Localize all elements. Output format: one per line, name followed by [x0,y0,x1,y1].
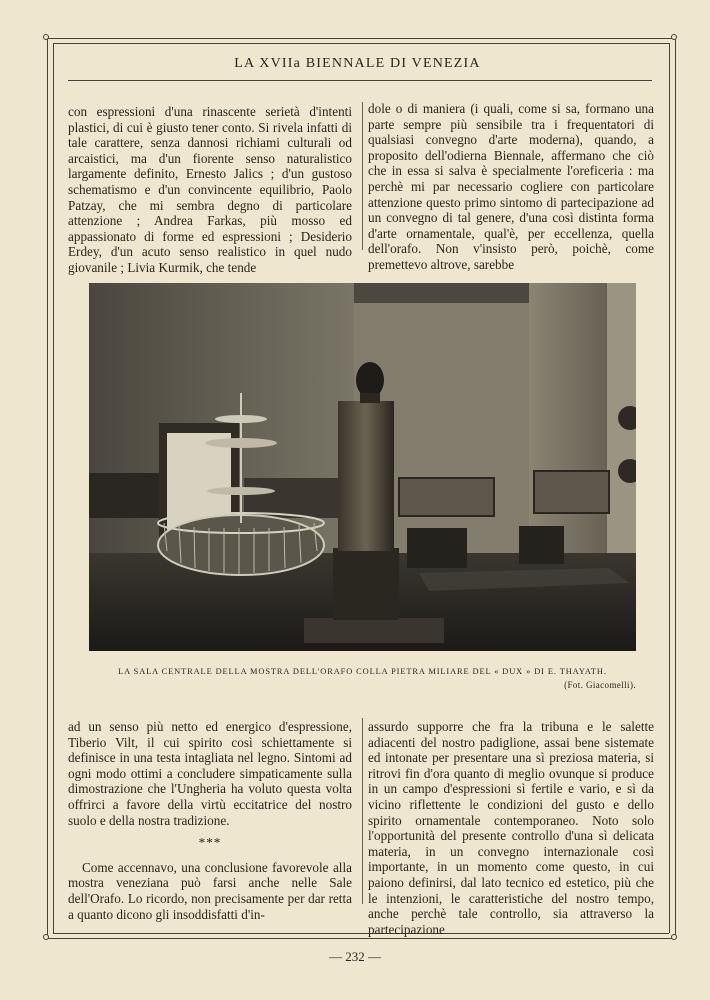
frame-right-rule [675,38,676,938]
paragraph: ad un senso più netto ed energico d'espressione, Tiberio Vilt, il cui spirito così schiettamente si definisce in una testa intagliata nel legno. Sintomi ad ogni modo ottimi a concludere simpaticamente sulla dimostrazione che l'Ungheria ha voluto questa volta offrirci a favore della virtù eccitatrice del nostro suolo e della nostra tradizione. [68,719,352,828]
frame-corner-ornament [43,34,49,40]
photograph-illustration [89,283,636,651]
running-header: LA XVIIa BIENNALE DI VENEZIA [234,56,481,71]
section-separator: *** [198,835,222,851]
paragraph: assurdo supporre che fra la tribuna e le salette adiacenti del nostro padiglione, assai bene sistemate ed intonate per presentare una sì preziosa materia, si ritrovi fin d'ora quanto di meglio ovunque si produce in un campo d'espressioni sì fertile e vario, e sì da vicino riflettente le condizioni del gusto e dello spirito ornamentale contemporaneo. Noto solo l'opportunità del presente controllo d'una sì delicata materia, in un convegno internazionale così importante, in un momento come questo, in cui paiono definirsi, dal lato tecnico ed estetico, più che le intenzioni, le caratteristiche del nostro tempo, anche perchè tale controllo, sia attraverso la partecipazione [368,719,654,937]
photo-caption: LA SALA CENTRALE DELLA MOSTRA DELL'ORAFO COLLA PIETRA MILIARE DEL « DUX » DI E. THAYATH. [118,667,607,676]
text-column-top-left [68,104,352,276]
frame-corner-ornament [671,934,677,940]
frame-left-rule [47,38,48,938]
column-divider [362,102,363,250]
paragraph: dole o di maniera (i quali, come si sa, formano una parte sempre più sensibile tra i frequentatori di qualsiasi convegno d'arte moderna), quando, a proposito dell'odierna Biennale, affermano che ciò che in essa si salva è specialmente l'oreficeria : ma perchè mi par necessario cogliere con particolare attenzione questo primo sintomo di partecipazione ad un convegno di tal genere, d'una così distinta forma d'arte ornamentale, qual'è, per eccellenza, quella dell'orafo. Non v'insisto però, poichè, come premettevo altrove, sarebbe [368,101,654,272]
text-column-top-right [368,101,654,273]
exhibition-photograph [89,283,636,651]
frame-corner-ornament [43,934,49,940]
page-number: — 232 — [329,949,381,964]
column-divider [362,718,363,904]
text-column-bottom-left [68,719,352,922]
frame-corner-ornament [671,34,677,40]
photo-credit: (Fot. Giacomelli). [564,680,636,690]
paragraph: Come accennavo, una conclusione favorevole alla mostra veneziana può farsi anche nelle Sale dell'Orafo. Lo ricordo, non precisamente per dar retta a quanto dicono gli insoddisfatti d'in- [68,859,352,922]
frame-right-inner-rule [669,43,670,933]
text-column-bottom-right [368,719,654,937]
frame-top-inner-rule [53,43,669,44]
frame-top-rule [47,38,675,39]
paragraph: con espressioni d'una rinascente serietà d'intenti plastici, di cui è giusto tener conto. Si rivela infatti di tale carattere, senza dannosi richiami culturali od arcaistici, ma d'un fiorente senso naturalistico largamente definito, Ernesto Jalics ; d'un gustoso schematismo e d'un convincente equilibrio, Paolo Patzay, che mi sembra degno di particolare attenzione ; Andrea Farkas, più mosso ed appassionato di forme ed espressioni ; Desiderio Erdey, d'un acuto senso realistico in quel nudo giovanile ; Livia Kurmik, che tende [68,104,352,275]
frame-bottom-rule [47,938,675,939]
frame-left-inner-rule [53,43,54,933]
header-rule [68,80,652,81]
